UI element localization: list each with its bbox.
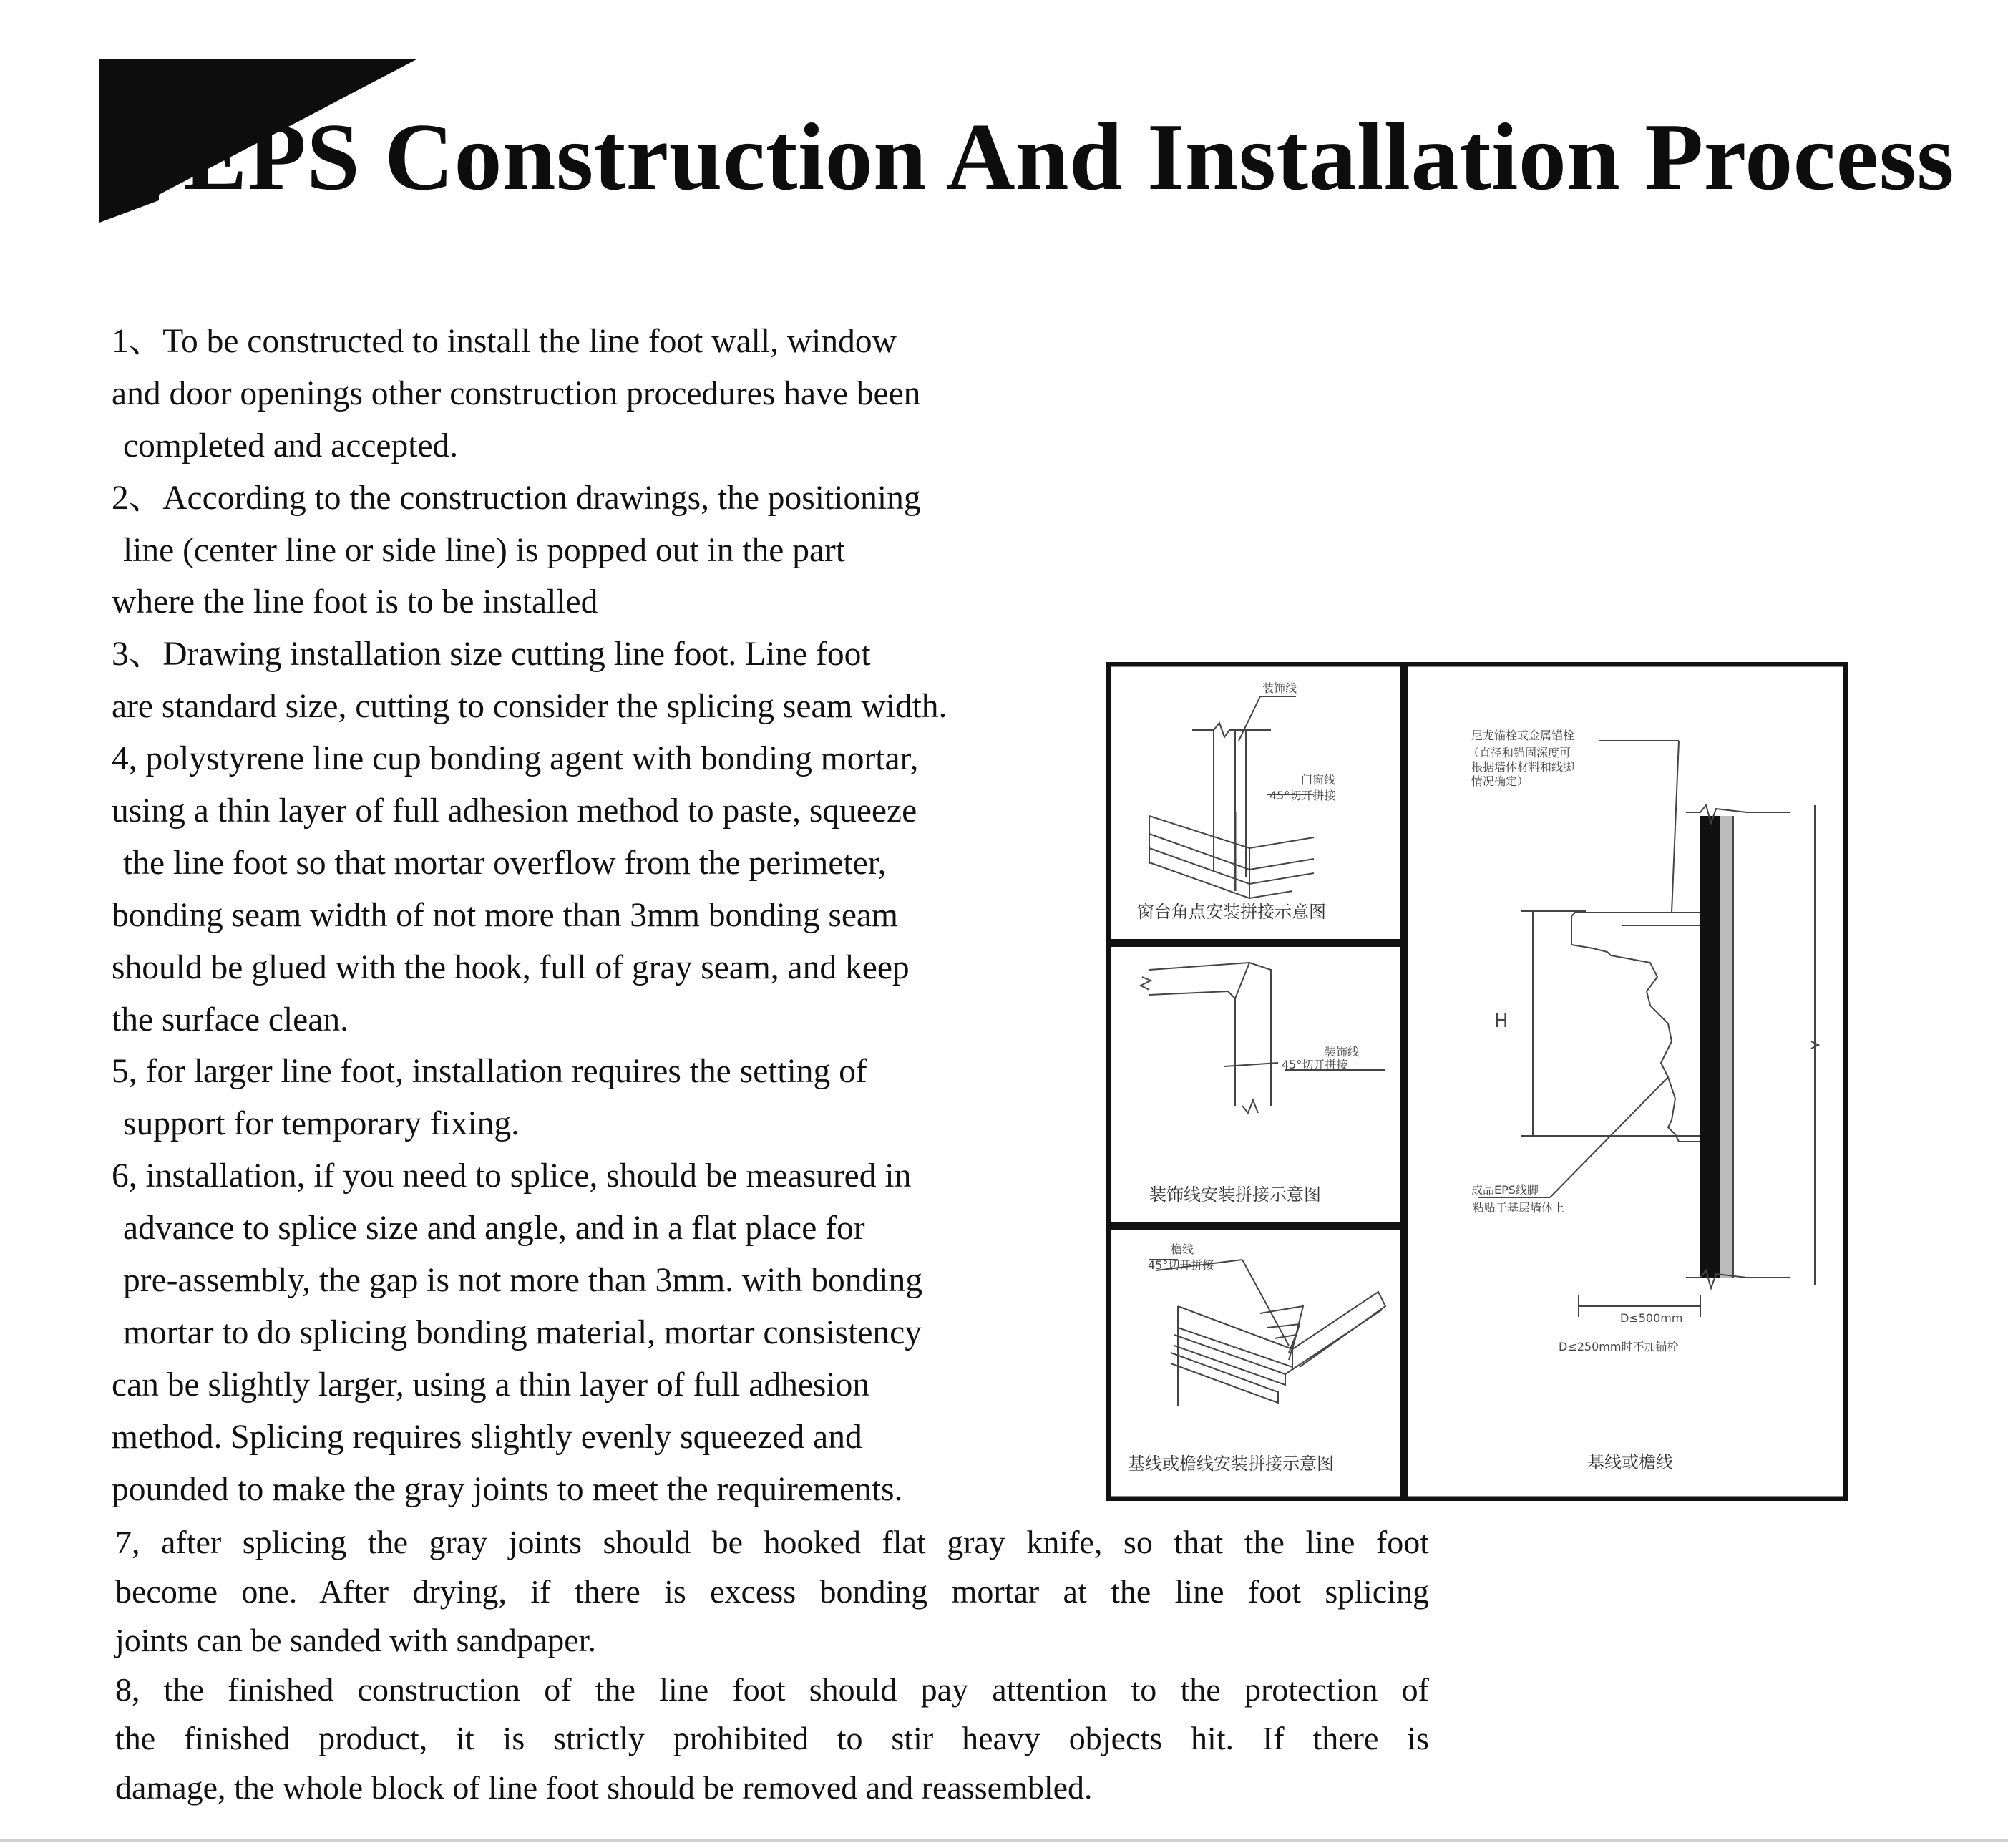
step-line: and door openings other construction procedures have been <box>112 374 921 412</box>
step-line: completed and accepted. <box>123 427 459 465</box>
steps-column <box>112 316 1113 1515</box>
panel-3-label-2: 45°切开拼接 <box>1148 1258 1214 1272</box>
panel-4-note-1: 尼龙锚栓或金属锚栓 <box>1471 729 1575 742</box>
panel-4-dim-2: D≤250mm时不加锚栓 <box>1559 1340 1679 1353</box>
step-line: joints can be sanded with sandpaper. <box>115 1622 596 1658</box>
panel-2-label-2: 45°切开拼接 <box>1282 1058 1348 1071</box>
step-line: pre-assembly, the gap is not more than 3mm. with bonding <box>123 1262 922 1300</box>
panel-1-label-mid-1: 门窗线 <box>1301 773 1336 787</box>
step-line: 8, the finished construction of the line foot should pay attention to the protection of <box>115 1671 1429 1708</box>
panel-3-label-1: 檐线 <box>1171 1242 1194 1256</box>
step-line: 4, polystyrene line cup bonding agent with bonding mortar, <box>112 740 919 778</box>
panel-2-caption: 装饰线安装拼接示意图 <box>1149 1185 1321 1205</box>
panel-4-product-1: 成品EPS线脚 <box>1471 1183 1539 1197</box>
step-line: 2、According to the construction drawings, the positioning <box>112 479 921 517</box>
page-title: EPS Construction And Installation Process <box>183 104 1955 210</box>
step-line: where the line foot is to be installed <box>112 583 598 621</box>
step-line: are standard size, cutting to consider the splicing seam width. <box>112 688 947 726</box>
step-line: using a thin layer of full adhesion method to paste, squeeze <box>112 792 917 830</box>
step-line: 1、To be constructed to install the line foot wall, window <box>112 323 897 360</box>
step-line: 3、Drawing installation size cutting line foot. Line foot <box>112 636 871 673</box>
step-line: bonding seam width of not more than 3mm bonding seam <box>112 896 898 934</box>
panel-4-height-label: H <box>1494 1011 1509 1032</box>
panel-4-product-2: 粘贴于基层墙体上 <box>1473 1201 1565 1215</box>
step-line: pounded to make the gray joints to meet the requirements. <box>112 1470 903 1508</box>
step-line: advance to splice size and angle, and in a flat place for <box>123 1210 865 1248</box>
installation-diagram <box>1106 662 1848 1501</box>
panel-4-note-4: 情况确定） <box>1471 774 1529 788</box>
panel-1-label-top: 装饰线 <box>1262 681 1297 695</box>
step-line: become one. After drying, if there is excess bonding mortar at the line foot splicing <box>115 1572 1429 1610</box>
step-line: support for temporary fixing. <box>123 1105 520 1143</box>
step-line: should be glued with the hook, full of gray seam, and keep <box>112 948 910 986</box>
step-line: the line foot so that mortar overflow from the perimeter, <box>123 844 887 882</box>
step-line: line (center line or side line) is popped out in the part <box>123 531 846 569</box>
step-line: 7, after splicing the gray joints should be hooked flat gray knife, so that the line foot <box>115 1524 1429 1560</box>
step-line: 6, installation, if you need to splice, should be measured in <box>112 1157 912 1195</box>
step-line: can be slightly larger, using a thin layer of full adhesion <box>112 1366 870 1404</box>
panel-1-caption: 窗台角点安装拼接示意图 <box>1137 902 1326 922</box>
panel-3-caption: 基线或檐线安装拼接示意图 <box>1128 1454 1334 1474</box>
step-line: the surface clean. <box>112 1001 349 1039</box>
steps-wide <box>115 1518 1429 1812</box>
panel-4-note-2: （直径和锚固深度可 <box>1468 746 1571 759</box>
step-line: damage, the whole block of line foot should be removed and reassembled. <box>115 1769 1093 1806</box>
step-line: the finished product, it is strictly prohibited to stir heavy objects hit. If there is <box>115 1720 1429 1756</box>
panel-4-caption: 基线或檐线 <box>1587 1452 1673 1472</box>
panel-1-label-mid-2: 45°切开拼接 <box>1269 789 1336 802</box>
bottom-divider <box>0 1839 2008 1842</box>
step-line: mortar to do splicing bonding material, mortar consistency <box>123 1313 922 1351</box>
panel-4-note-3: 根据墙体材料和线脚 <box>1471 760 1575 774</box>
panel-4-dim-1: D≤500mm <box>1620 1311 1683 1325</box>
step-line: method. Splicing requires slightly evenly squeezed and <box>112 1418 862 1456</box>
step-line: 5, for larger line foot, installation requires the setting of <box>112 1053 867 1091</box>
panel-2-label-1: 装饰线 <box>1325 1045 1360 1059</box>
